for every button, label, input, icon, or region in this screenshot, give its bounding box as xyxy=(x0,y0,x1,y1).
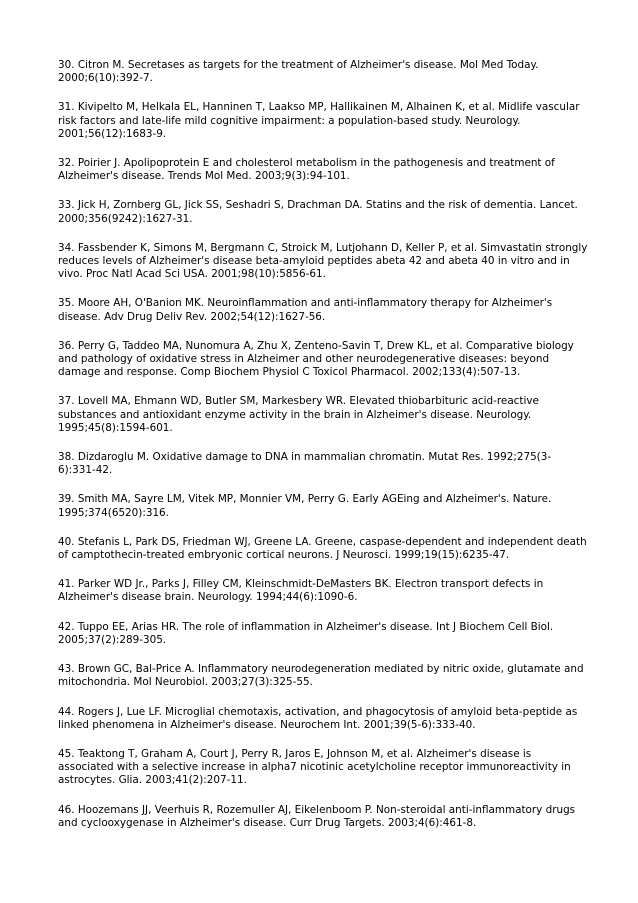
reference-46: 46. Hoozemans JJ, Veerhuis R, Rozemuller AJ, Eikelenboom P. Non-steroidal anti-inflammatory drugs and cyclooxygenase in Alzheimer's disease. Curr Drug Targets. 2003;4(6):461-8. xyxy=(58,803,576,829)
reference-39: 39. Smith MA, Sayre LM, Vitek MP, Monnier VM, Perry G. Early AGEing and Alzheimer's. Nature. 1995;374(6520):316. xyxy=(58,493,552,519)
reference-37: 37. Lovell MA, Ehmann WD, Butler SM, Markesbery WR. Elevated thiobarbituric acid-reactive substances and antioxidant enzyme activity in the brain in Alzheimer's disease. Neurology. 1995;45(8):1594-601. xyxy=(58,395,539,434)
reference-list xyxy=(58,59,588,846)
reference-36: 36. Perry G, Taddeo MA, Nunomura A, Zhu X, Zenteno-Savin T, Drew KL, et al. Comparative biology and pathology of oxidative stress in Alzheimer and other neurodegenerative diseases: beyond damage and response. Comp Biochem Physiol C Toxicol Pharmacol. 2002;133(4):507-13. xyxy=(58,339,574,379)
reference-35: 35. Moore AH, O'Banion MK. Neuroinflammation and anti-inflammatory therapy for Alzheimer's disease. Adv Drug Deliv Rev. 2002;54(12):1627-56. xyxy=(58,297,553,323)
reference-42: 42. Tuppo EE, Arias HR. The role of inflammation in Alzheimer's disease. Int J Biochem Cell Biol. 2005;37(2):289-305. xyxy=(58,620,554,646)
reference-43: 43. Brown GC, Bal-Price A. Inflammatory neurodegeneration mediated by nitric oxide, glutamate and mitochondria. Mol Neurobiol. 2003;27(3):325-55. xyxy=(58,663,584,689)
reference-32: 32. Poirier J. Apolipoprotein E and cholesterol metabolism in the pathogenesis and treatment of Alzheimer's disease. Trends Mol Med. 2003;9(3):94-101. xyxy=(58,157,555,183)
reference-34: 34. Fassbender K, Simons M, Bergmann C, Stroick M, Lutjohann D, Keller P, et al. Simvastatin strongly reduces levels of Alzheimer's disease beta-amyloid peptides abeta 42 and abeta 40 in vitro and in vivo. Proc Natl Acad Sci USA. 2001;98(10):5856-61. xyxy=(58,241,588,281)
reference-33: 33. Jick H, Zornberg GL, Jick SS, Seshadri S, Drachman DA. Statins and the risk of dementia. Lancet. 2000;356(9242):1627-31. xyxy=(58,199,578,225)
reference-38: 38. Dizdaroglu M. Oxidative damage to DNA in mammalian chromatin. Mutat Res. 1992;275(3-6):331-42. xyxy=(58,451,552,477)
reference-30: 30. Citron M. Secretases as targets for the treatment of Alzheimer's disease. Mol Med Today. 2000;6(10):392-7. xyxy=(58,59,539,85)
reference-44: 44. Rogers J, Lue LF. Microglial chemotaxis, activation, and phagocytosis of amyloid beta-peptide as linked phenomena in Alzheimer's disease. Neurochem Int. 2001;39(5-6):333-40. xyxy=(58,705,578,731)
reference-40: 40. Stefanis L, Park DS, Friedman WJ, Greene LA. Greene, caspase-dependent and independent death of camptothecin-treated embryonic cortical neurons. J Neurosci. 1999;19(15):6235-47. xyxy=(58,535,587,562)
reference-31: 31. Kivipelto M, Helkala EL, Hanninen T, Laakso MP, Hallikainen M, Alhainen K, et al. Midlife vascular risk factors and late-life mild cognitive impairment: a population-based study. Neurology. 2001;56(12):1683-9. xyxy=(58,101,580,140)
reference-41: 41. Parker WD Jr., Parks J, Filley CM, Kleinschmidt-DeMasters BK. Electron transport defects in Alzheimer's disease brain. Neurology. 1994;44(6):1090-6. xyxy=(58,578,544,604)
reference-45: 45. Teaktong T, Graham A, Court J, Perry R, Jaros E, Johnson M, et al. Alzheimer's disease is associated with a selective increase in alpha7 nicotinic acetylcholine receptor immunoreactivity in astrocytes. Glia. 2003;41(2):207-11. xyxy=(58,747,571,787)
